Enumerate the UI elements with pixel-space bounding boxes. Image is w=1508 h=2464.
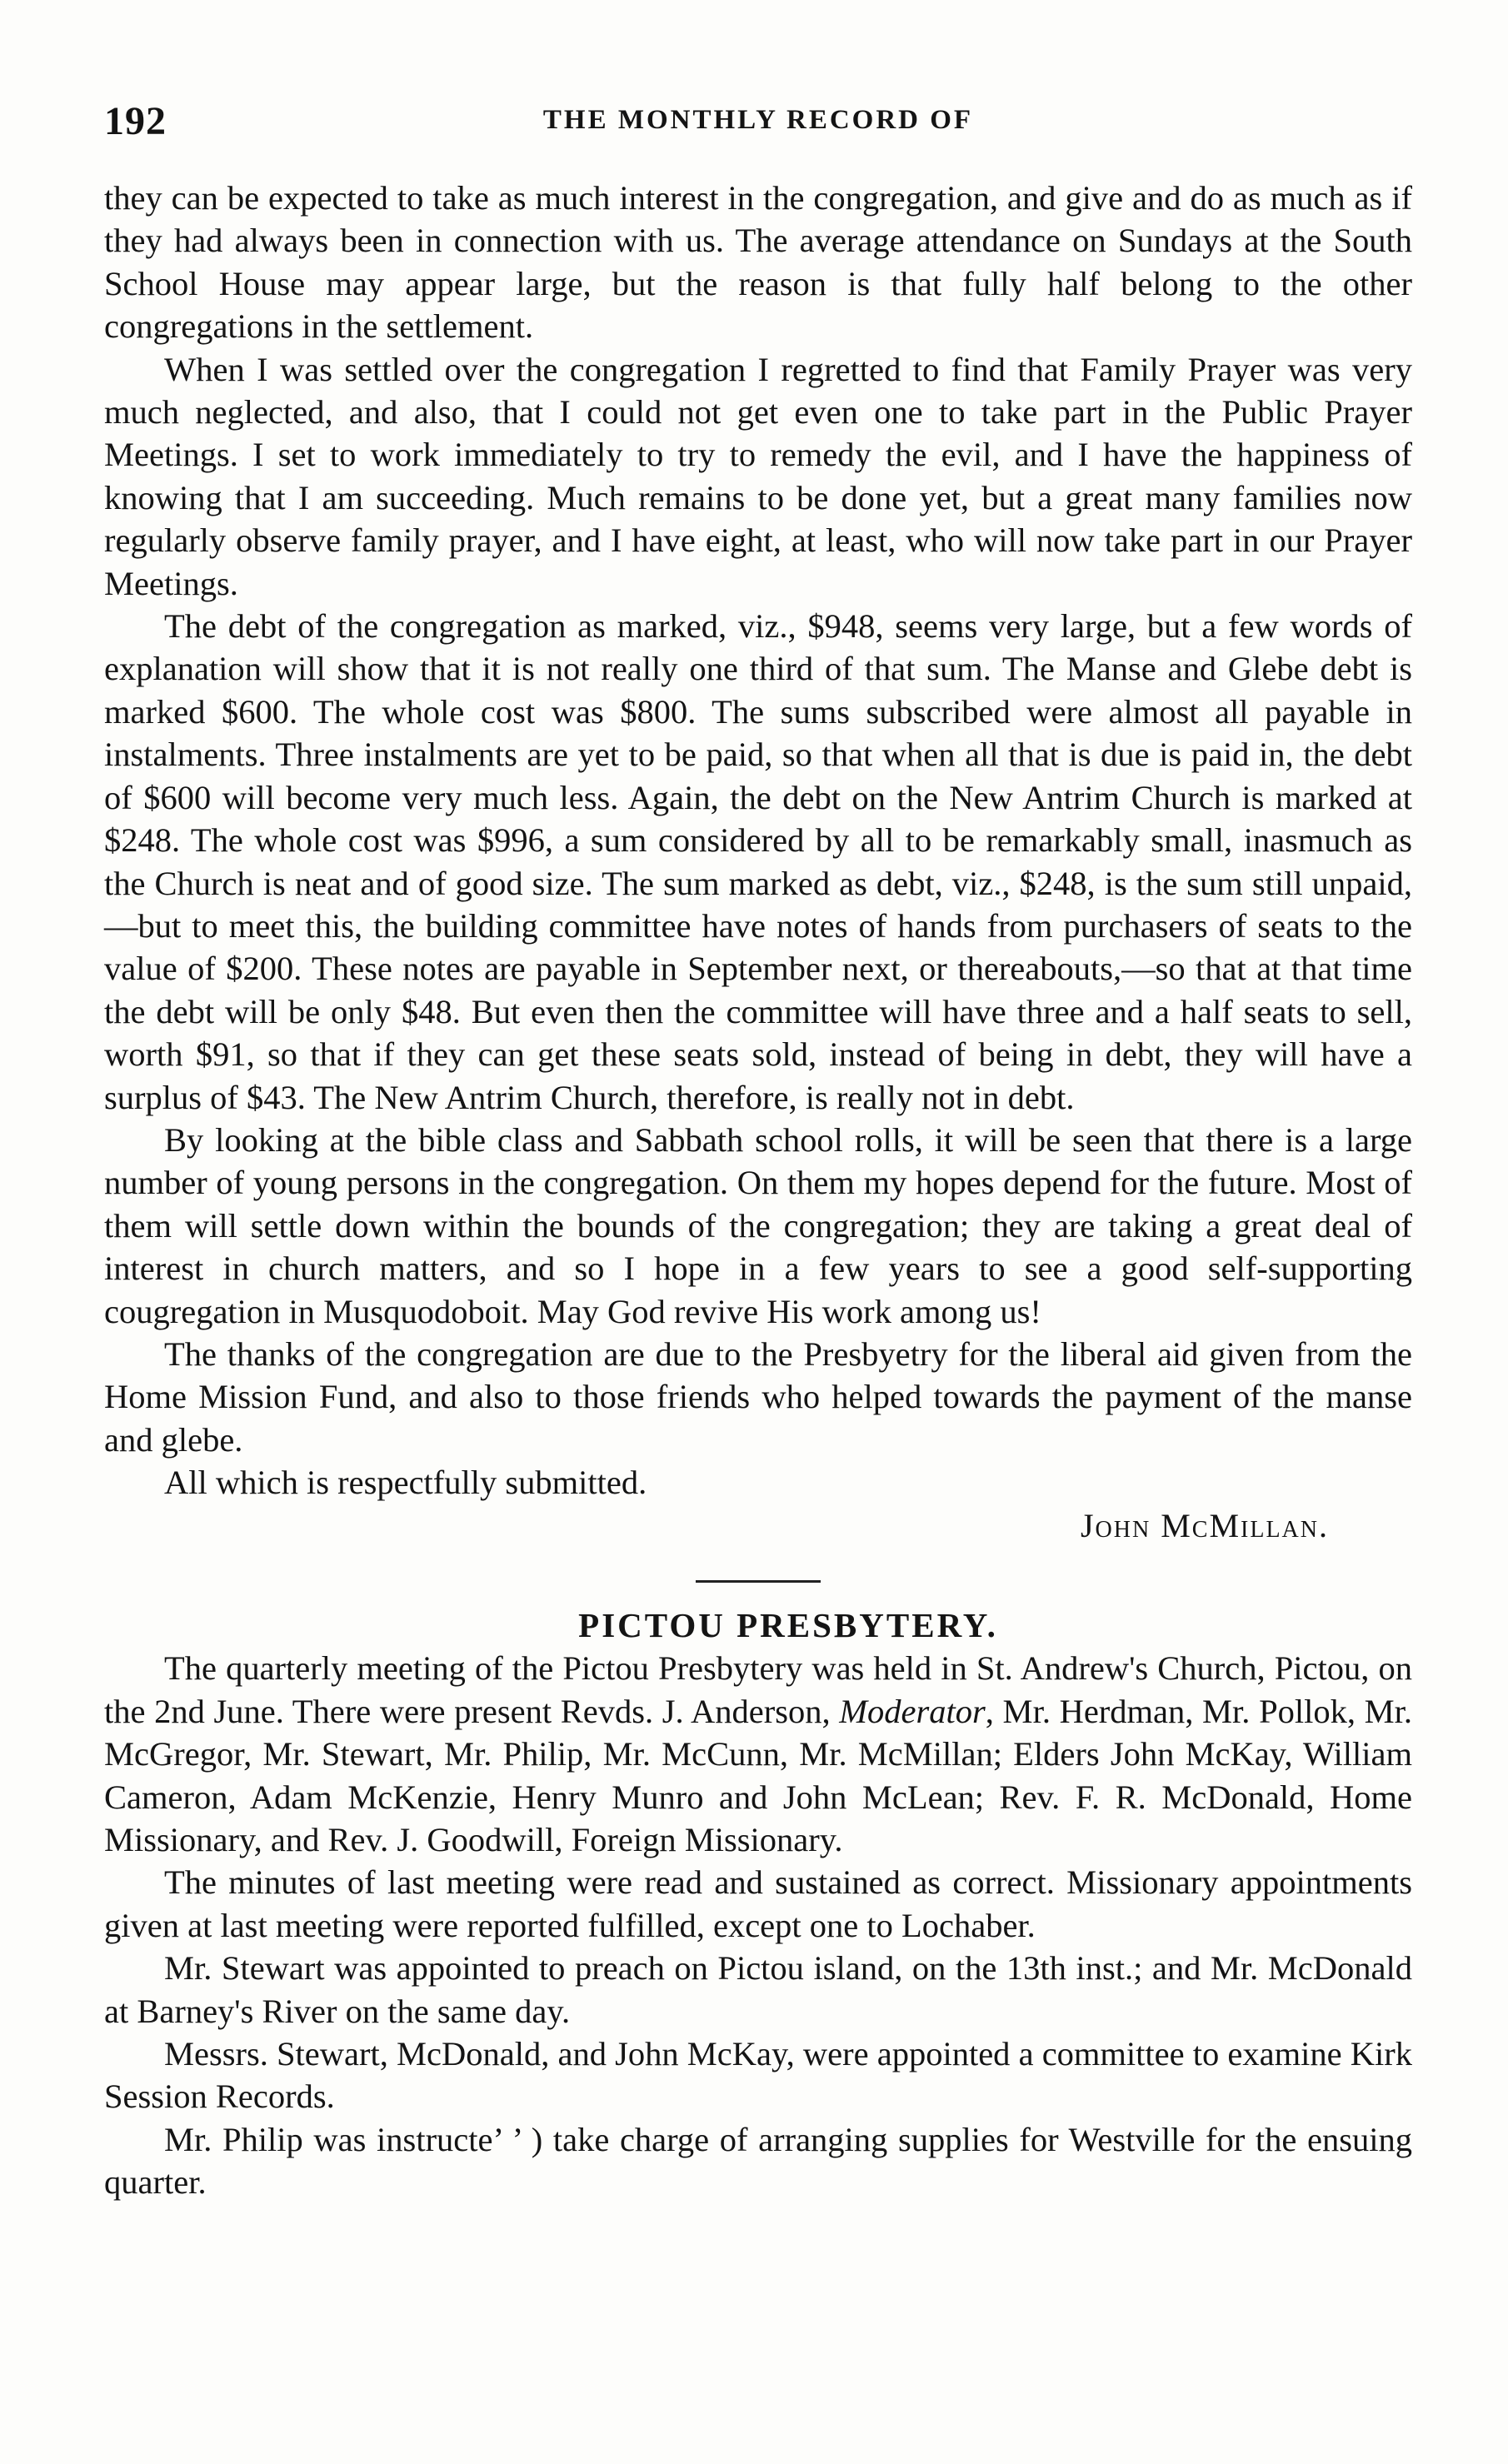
section-heading: PICTOU PRESBYTERY. <box>578 1606 998 1644</box>
report-paragraph-2: When I was settled over the congregation I regretted to find that Family Prayer was very much neglected, and also, that I could not get even one to take part in the Public Prayer Meetings. I set to work immediately to try to remedy the evil, and I have the happiness of knowing that I am succeeding. Much remains to be done yet, but a great many families now regularly observe family prayer, and I have eight, at least, who will now take part in our Prayer Meetings. <box>104 350 1412 602</box>
report-paragraph-4: By looking at the bible class and Sabbath school rolls, it will be seen that there is a large number of young persons in the congregation. On them my hopes depend for the future. Most of them will settle down within the bounds of the congregation; they are taking a great deal of interest in church matters, and so I hope in a few years to see a good self-supporting cougregation in Musquodoboit. May God revive His work among us! <box>104 1120 1412 1330</box>
moderator-title: Moderator <box>839 1692 986 1730</box>
article-body <box>104 177 1412 2204</box>
presbytery-paragraph-3: Mr. Stewart was appointed to preach on Pictou island, on the 13th inst.; and Mr. McDonald at Barney's River on the same day. <box>104 1949 1412 2030</box>
presbytery-paragraph-1-end: , Mr. Herdman, Mr. Pollok, Mr. McGregor, Mr. Stewart, Mr. Philip, Mr. McCunn, Mr. McMillan; Elders John McKay, William Cameron, Adam McKenzie, Henry Munro and John McLean; Rev. F. R. McDonald, Home Missionary, and Rev. J. Goodwill, Foreign Missionary. <box>104 1692 1412 1859</box>
journal-title: THE MONTHLY RECORD OF <box>542 105 974 135</box>
section-divider <box>696 1580 821 1583</box>
report-paragraph-3: The debt of the congregation as marked, viz., $948, seems very large, but a few words of explanation will show that it is not really one third of that sum. The Manse and Glebe debt is marked $600. The whole cost was $800. The sums subscribed were almost all payable in instalments. Three instalments are yet to be paid, so that when all that is due is paid in, the debt of $600 will become very much less. Again, the debt on the New Antrim Church is marked at $248. The whole cost was $996, a sum considered by all to be remarkably small, inasmuch as the Church is neat and of good size. The sum marked as debt, viz., $248, is the sum still unpaid,—but to meet this, the building committee have notes of hands from purchasers of seats to the value of $200. These notes are payable in September next, or thereabouts,—so that at that time the debt will be only $48. But even then the committee will have three and a half seats to sell, worth $91, so that if they can get these seats sold, instead of being in debt, they will have a surplus of $43. The New Antrim Church, therefore, is really not in debt. <box>104 607 1412 1116</box>
presbytery-paragraph-5: Mr. Philip was instructe’ ’ ) take charge of arranging supplies for Westville for the ensuing quarter. <box>104 2120 1412 2202</box>
signature: John McMillan. <box>1080 1506 1329 1544</box>
presbytery-paragraph-4: Messrs. Stewart, McDonald, and John McKay, were appointed a committee to examine Kirk Session Records. <box>104 2035 1412 2116</box>
report-paragraph-1: they can be expected to take as much interest in the congregation, and give and do as much as if they had always been in connection with us. The average attendance on Sundays at the South School House may appear large, but the reason is that fully half belong to the other congregations in the settlement. <box>104 179 1412 346</box>
running-head <box>104 98 1412 148</box>
presbytery-paragraph-1-start: The quarterly meeting of the Pictou Presbytery was held in St. Andrew's Church, Pictou, on the 2nd June. There were present Revds. J. Anderson, <box>104 1649 1412 1730</box>
report-paragraph-6: All which is respectfully submitted. <box>164 1464 647 1502</box>
presbytery-paragraph-1 <box>104 1647 1412 1861</box>
presbytery-paragraph-2: The minutes of last meeting were read and sustained as correct. Missionary appointments given at last meeting were reported fulfilled, except one to Lochaber. <box>104 1863 1412 1944</box>
page-number: 192 <box>104 99 167 143</box>
report-paragraph-5: The thanks of the congregation are due to the Presbyetry for the liberal aid given from the Home Mission Fund, and also to those friends who helped towards the payment of the manse and glebe. <box>104 1334 1412 1459</box>
